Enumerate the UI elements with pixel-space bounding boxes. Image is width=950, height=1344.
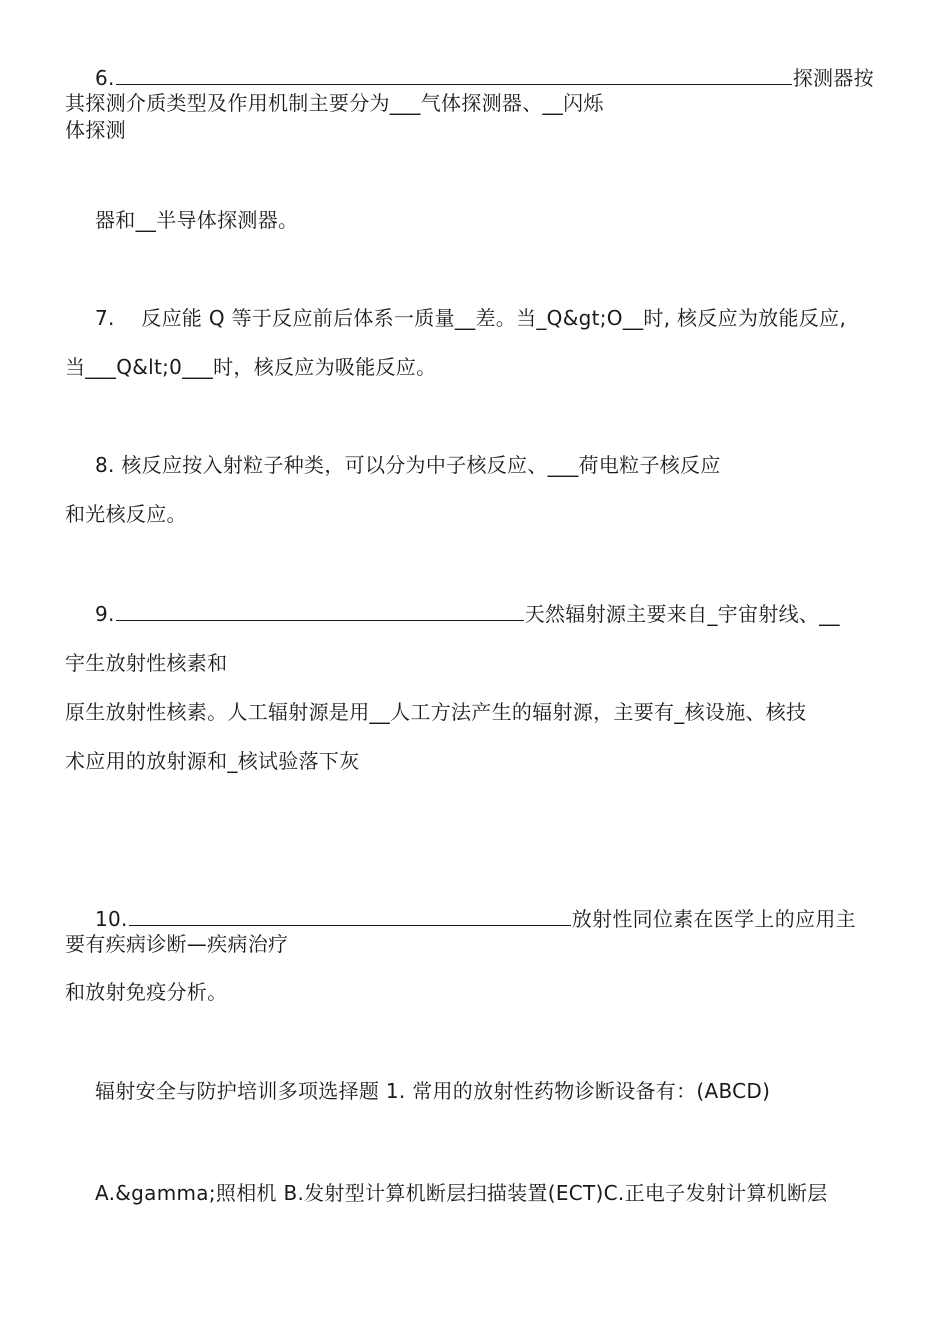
q9-line1-text: 天然辐射源主要来自_宇宙射线、__ [524, 602, 840, 626]
q10-line3: 和放射免疫分析。 [65, 980, 228, 1004]
q10-line1-text: 放射性同位素在医学上的应用主 [571, 907, 856, 931]
q6-answer-blank [116, 64, 792, 85]
q6-line1-text: 探测器按 [792, 66, 874, 90]
q9-line3: 原生放射性核素。人工辐射源是用__人工方法产生的辐射源，主要有_核设施、核技 [65, 700, 807, 724]
multi-choice-options: A.&gamma;照相机 B.发射型计算机断层扫描装置(ECT)C.正电子发射计算机断层 [95, 1181, 828, 1205]
q7-line1: 7. 反应能 Q 等于反应前后体系一质量__差。当_Q&gt;O__时, 核反应为放能反应, [95, 306, 847, 330]
q7-line2: 当___Q&lt;0___时，核反应为吸能反应。 [65, 355, 437, 379]
q10-line2: 要有疾病诊断—疾病治疗 [65, 932, 289, 956]
q10-line1 [95, 905, 856, 932]
q6-line2: 其探测介质类型及作用机制主要分为___气体探测器、__闪烁 [65, 91, 604, 115]
q10-number: 10. [95, 907, 128, 931]
q6-line1 [95, 64, 874, 91]
q6-line3: 体探测 [65, 118, 126, 142]
q9-line4: 术应用的放射源和_核试验落下灰 [65, 749, 360, 773]
q9-number: 9. [95, 602, 115, 626]
q8-line2: 和光核反应。 [65, 502, 187, 526]
q6-number: 6. [95, 66, 115, 90]
q9-line2: 宇生放射性核素和 [65, 651, 228, 675]
q8-line1: 8. 核反应按入射粒子种类，可以分为中子核反应、___荷电粒子核反应 [95, 453, 721, 477]
q6-line4: 器和__半导体探测器。 [95, 208, 299, 232]
q9-answer-blank [116, 600, 524, 621]
q10-answer-blank [129, 905, 571, 926]
q9-line1 [95, 600, 840, 627]
multi-choice-heading: 辐射安全与防护培训多项选择题 1. 常用的放射性药物诊断设备有：(ABCD) [95, 1079, 771, 1103]
